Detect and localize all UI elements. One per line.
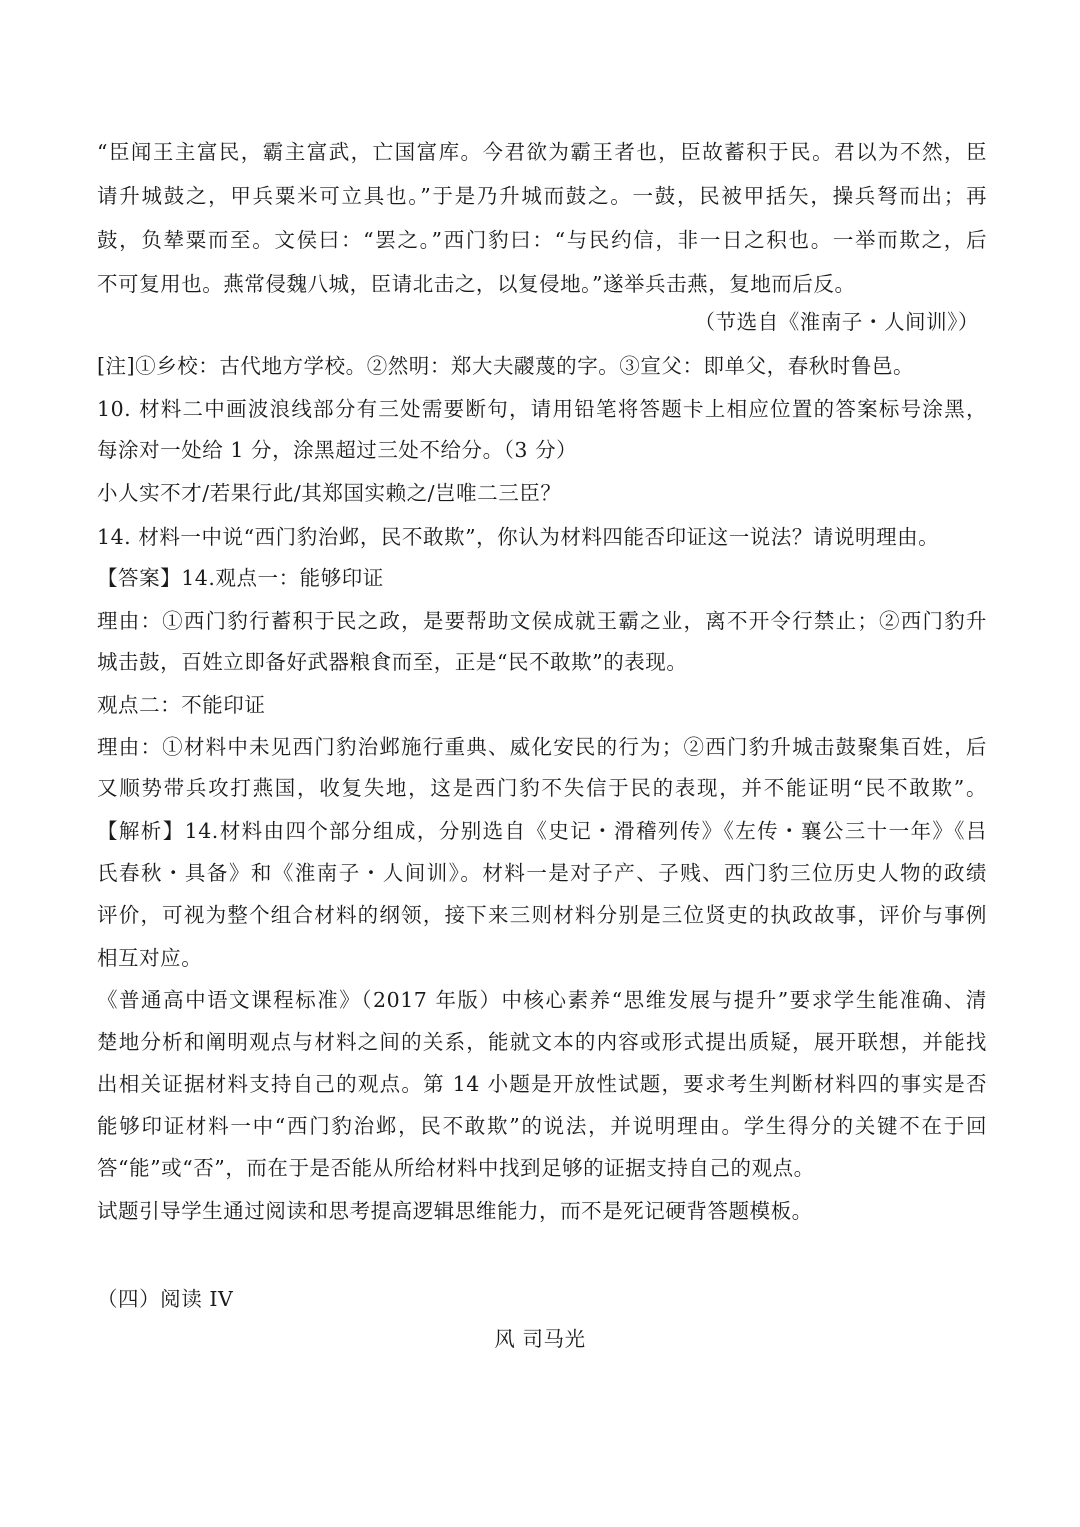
standard-line-4: 能够印证材料一中“西门豹治邺，民不敢欺”的说法，并说明理由。学生得分的关键不在于回 (97, 1114, 987, 1138)
analysis-line-1: 【解析】14.材料由四个部分组成，分别选自《史记・滑稽列传》《左传・襄公三十一年》《吕 (97, 819, 987, 843)
standard-line-2: 楚地分析和阐明观点与材料之间的关系，能就文本的内容或形式提出质疑，展开联想，并能找 (97, 1030, 987, 1054)
reason-2-line-2: 又顺势带兵攻打燕国，收复失地，这是西门豹不失信于民的表现，并不能证明“民不敢欺”。 (97, 776, 987, 800)
passage-line-1: “臣闻王主富民，霸主富武，亡国富库。今君欲为霸王者也，臣故蓄积于民。君以为不然，臣 (97, 140, 987, 164)
question-10-line-2: 每涂对一处给 1 分，涂黑超过三处不给分。（3 分） (97, 438, 578, 462)
question-10-line-1: 10. 材料二中画波浪线部分有三处需要断句，请用铅笔将答题卡上相应位置的答案标号涂黑， (97, 397, 987, 421)
reason-1-line-2: 城击鼓，百姓立即备好武器粮食而至，正是“民不敢欺”的表现。 (97, 650, 688, 674)
reason-1-line-1: 理由：①西门豹行蓄积于民之政，是要帮助文侯成就王霸之业，离不开令行禁止；②西门豹升 (97, 609, 987, 633)
view-2-heading: 观点二：不能印证 (97, 693, 266, 717)
analysis-line-2: 氏春秋・具备》和《淮南子・人间训》。材料一是对子产、子贱、西门豹三位历史人物的政绩 (97, 861, 987, 885)
answer-heading: 【答案】14.观点一：能够印证 (97, 566, 384, 590)
passage-source: （节选自《淮南子・人间训》） (694, 310, 979, 334)
standard-line-1: 《普通高中语文课程标准》（2017 年版）中核心素养“思维发展与提升”要求学生能准确、清 (97, 988, 987, 1012)
reason-2-line-1: 理由：①材料中未见西门豹治邺施行重典、威化安民的行为；②西门豹升城击鼓聚集百姓，后 (97, 735, 987, 759)
analysis-line-4: 相互对应。 (97, 946, 203, 970)
analysis-line-3: 评价，可视为整个组合材料的纲领，接下来三则材料分别是三位贤吏的执政故事，评价与事例 (97, 903, 987, 927)
passage-line-4: 不可复用也。燕常侵魏八城，臣请北击之，以复侵地。”遂举兵击燕，复地而后反。 (97, 272, 856, 296)
section-4-heading: （四）阅读 IV (97, 1287, 234, 1311)
poem-title: 风 司马光 (494, 1327, 586, 1351)
standard-line-3: 出相关证据材料支持自己的观点。第 14 小题是开放性试题，要求考生判断材料四的事实是否 (97, 1072, 987, 1096)
standard-line-5: 答“能”或“否”，而在于是否能从所给材料中找到足够的证据支持自己的观点。 (97, 1156, 815, 1180)
annotation-note: [注]①乡校：古代地方学校。②然明：郑大夫鬷蔑的字。③宣父：即单父，春秋时鲁邑。 (97, 354, 914, 378)
passage-line-3: 鼓，负辇粟而至。文侯曰：“罢之。”西门豹曰：“与民约信，非一日之积也。一举而欺之，后 (97, 228, 987, 252)
question-14: 14. 材料一中说“西门豹治邺，民不敢欺”，你认为材料四能否印证这一说法？请说明理由。 (97, 525, 940, 549)
conclusion: 试题引导学生通过阅读和思考提高逻辑思维能力，而不是死记硬背答题模板。 (97, 1199, 813, 1223)
passage-line-2: 请升城鼓之，甲兵粟米可立具也。”于是乃升城而鼓之。一鼓，民被甲括矢，操兵弩而出；再 (97, 184, 987, 208)
question-10-answer: 小人实不才/若果行此/其郑国实赖之/岂唯二三臣？ (97, 481, 562, 505)
